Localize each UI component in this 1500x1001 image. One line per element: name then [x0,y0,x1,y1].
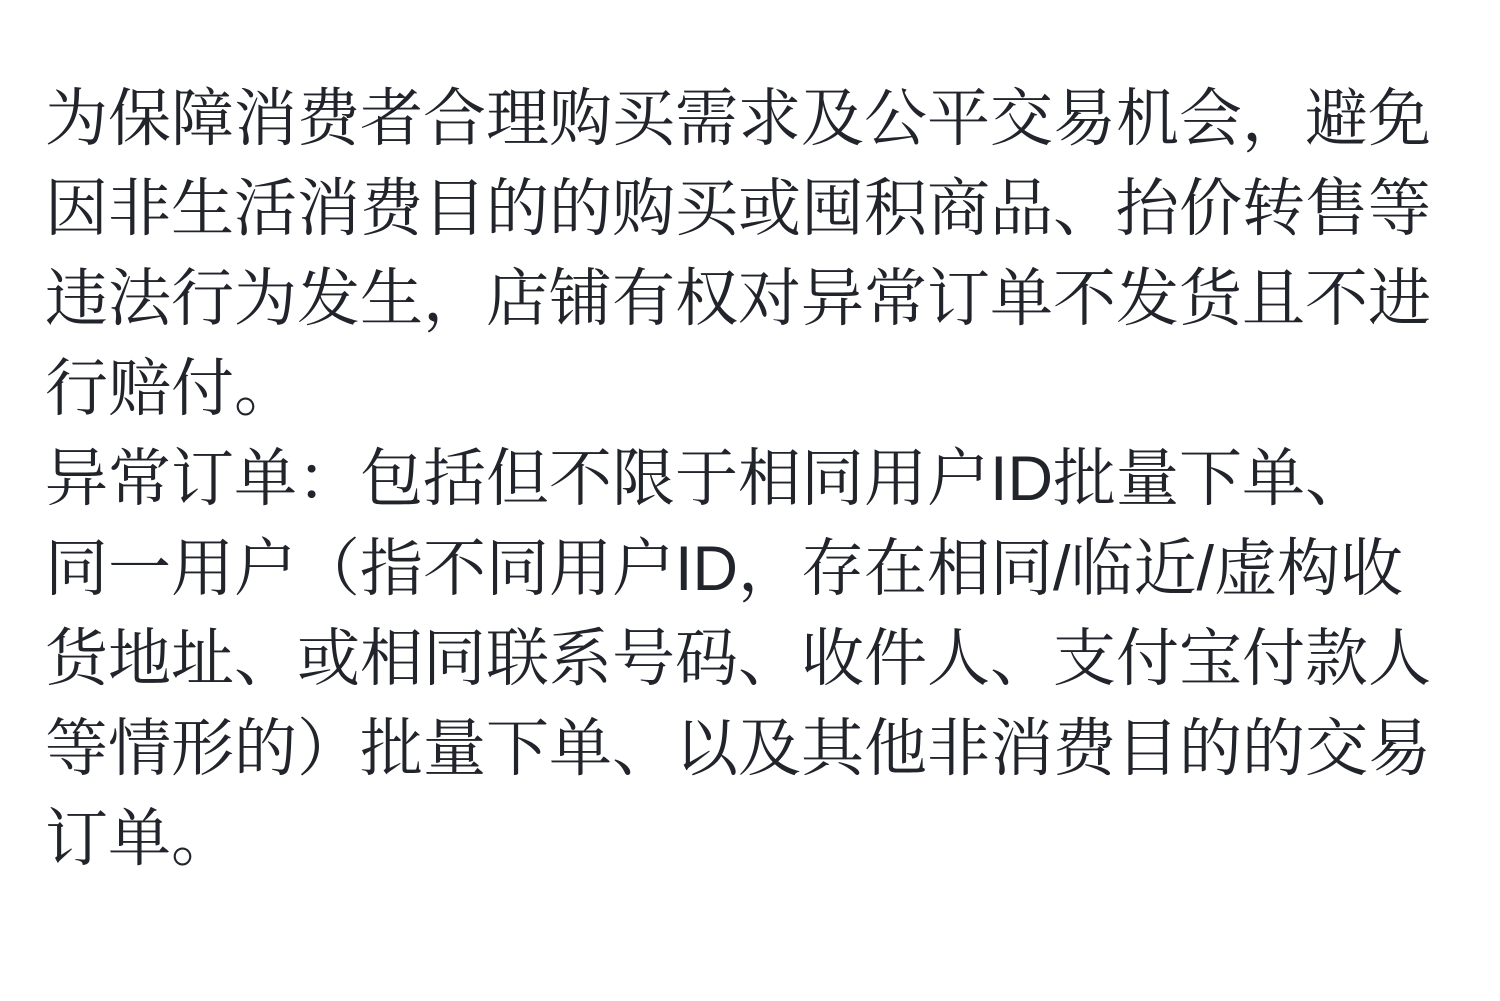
text-line: 异常订单：包括但不限于相同用户ID批量下单、 [45,444,1368,514]
policy-paragraph-purchase-rules [45,74,1470,434]
text-line: 货地址、或相同联系号码、收件人、支付宝付款人 [45,624,1431,694]
text-line: 等情形的）批量下单、以及其他非消费目的的交易 [45,714,1431,784]
text-line: 同一用户（指不同用户ID，存在相同/临近/虚构收 [45,534,1404,604]
text-line: 违法行为发生，店铺有权对异常订单不发货且不进 [45,264,1431,334]
text-line: 订单。 [45,804,234,874]
policy-paragraph-abnormal-orders [45,434,1470,884]
text-line: 行赔付。 [45,354,297,424]
text-line: 为保障消费者合理购买需求及公平交易机会，避免 [45,84,1431,154]
text-line: 因非生活消费目的的购买或囤积商品、抬价转售等 [45,174,1431,244]
